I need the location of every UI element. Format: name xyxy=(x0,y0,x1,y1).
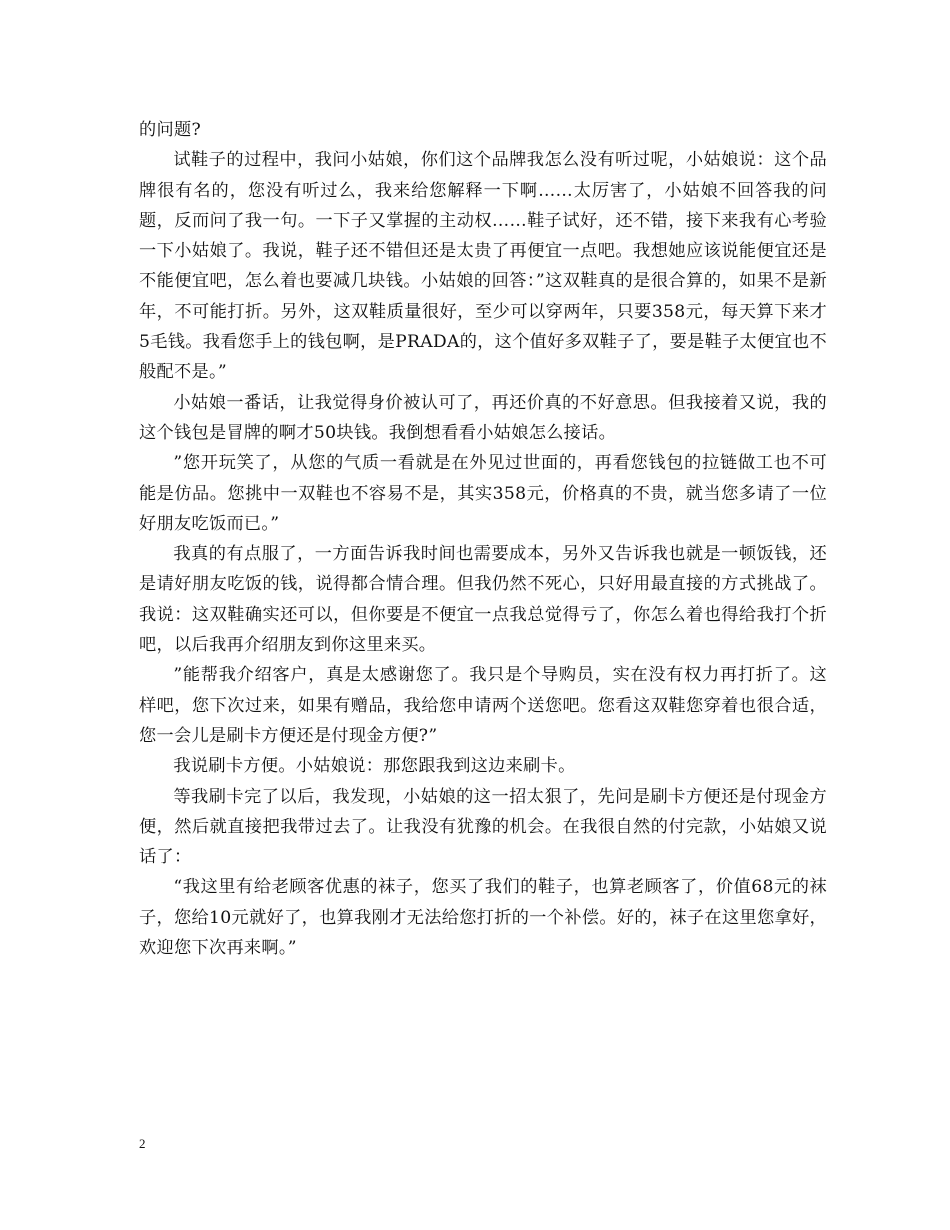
paragraph-9: “我这里有给老顾客优惠的袜子，您买了我们的鞋子，也算老顾客了，价值68元的袜子，您给10元就好了，也算我刚才无法给您打折的一个补偿。好的，袜子在这里您拿好，欢迎您下次再来啊。” xyxy=(139,877,827,959)
paragraph-3: 小姑娘一番话，让我觉得身价被认可了，再还价真的不好意思。但我接着又说，我的这个钱包是冒牌的啊才50块钱。我倒想看看小姑娘怎么接话。 xyxy=(139,392,827,443)
page-number: 2 xyxy=(139,1136,146,1151)
paragraph-6: ”能帮我介绍客户，真是太感谢您了。我只是个导购员，实在没有权力再打折了。这样吧，您下次过来，如果有赠品，我给您申请两个送您吧。您看这双鞋您穿着也很合适，您一会儿是刷卡方便还是付现金方便?” xyxy=(139,665,827,746)
paragraph-4: ”您开玩笑了，从您的气质一看就是在外见过世面的，再看您钱包的拉链做工也不可能是仿品。您挑中一双鞋也不容易不是，其实358元，价格真的不贵，就当您多请了一位好朋友吃饭而已。” xyxy=(139,453,827,534)
paragraph-7: 我说刷卡方便。小姑娘说：那您跟我到这边来刷卡。 xyxy=(173,756,576,777)
paragraph-2: 试鞋子的过程中，我问小姑娘，你们这个品牌我怎么没有听过呢，小姑娘说：这个品牌很有名的，您没有听过么，我来给您解释一下啊……太厉害了，小姑娘不回答我的问题，反而问了我一句。一下子又掌握的主动权……鞋子试好，还不错，接下来我有心考验一下小姑娘了。我说，鞋子还不错但还是太贵了再便宜一点吧。我想她应该说能便宜还是不能便宜吧，怎么着也要减几块钱。小姑娘的回答：”这双鞋真的是很合算的，如果不是新年，不可能打折。另外，这双鞋质量很好，至少可以穿两年，只要358元，每天算下来才5毛钱。我看您手上的钱包啊，是PRADA的，这个值好多双鞋子了，要是鞋子太便宜也不般配不是。” xyxy=(139,150,827,383)
paragraph-5: 我真的有点服了，一方面告诉我时间也需要成本，另外又告诉我也就是一顿饭钱，还是请好朋友吃饭的钱，说得都合情合理。但我仍然不死心，只好用最直接的方式挑战了。我说：这双鞋确实还可以，但你要是不便宜一点我总觉得亏了，你怎么着也得给我打个折吧，以后我再介绍朋友到你这里来买。 xyxy=(139,544,827,656)
paragraph-8: 等我刷卡完了以后，我发现，小姑娘的这一招太狠了，先问是刷卡方便还是付现金方便，然后就直接把我带过去了。让我没有犹豫的机会。在我很自然的付完款，小姑娘又说话了： xyxy=(139,786,827,868)
document-body xyxy=(139,115,827,963)
paragraph-1: 的问题? xyxy=(139,120,201,140)
